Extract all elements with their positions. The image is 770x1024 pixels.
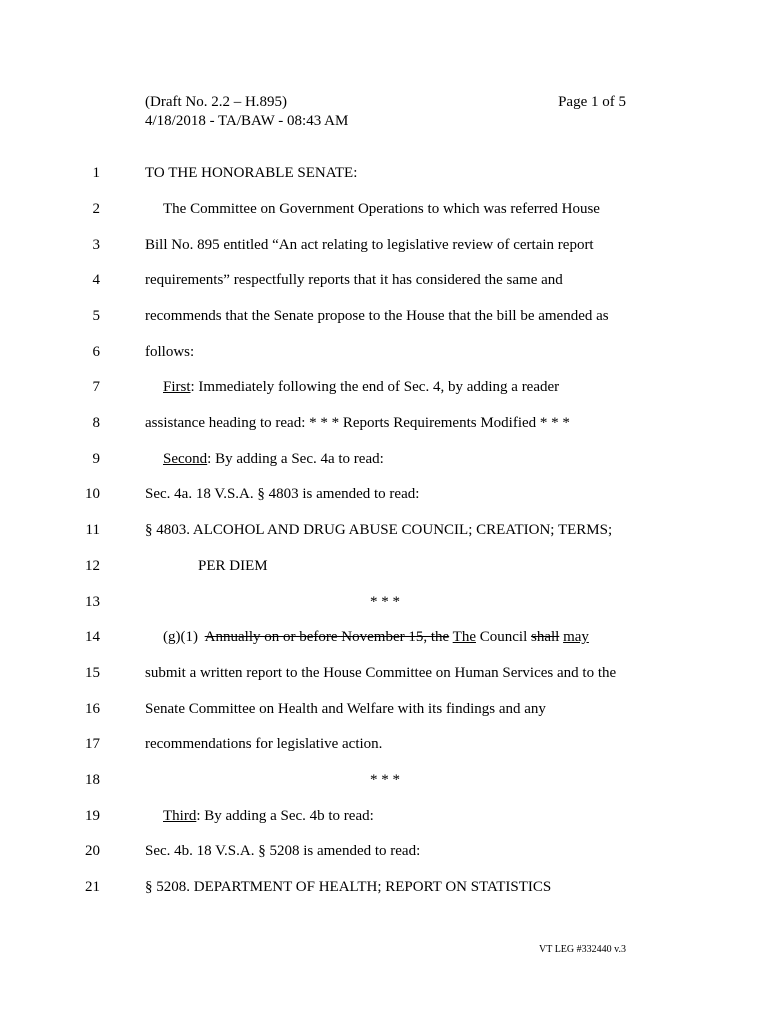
line-text: Sec. 4b. 18 V.S.A. § 5208 is amended to read: bbox=[145, 843, 421, 859]
line bbox=[0, 376, 770, 398]
line-text: requirements” respectfully reports that it has considered the same and bbox=[145, 272, 563, 288]
line-number: 5 bbox=[92, 308, 100, 324]
amendment-label: First bbox=[163, 379, 191, 395]
line bbox=[0, 698, 770, 720]
line-text: recommendations for legislative action. bbox=[145, 736, 383, 752]
deleted-text: Annually on or before November 15, the bbox=[204, 629, 450, 645]
line-text-rest: : By adding a Sec. 4b to read: bbox=[196, 808, 374, 824]
line bbox=[0, 519, 770, 541]
line-text: assistance heading to read: * * * Reports Requirements Modified * * * bbox=[145, 415, 570, 431]
draft-date: 4/18/2018 - TA/BAW - 08:43 AM bbox=[145, 113, 349, 129]
line bbox=[0, 876, 770, 898]
line bbox=[0, 341, 770, 363]
line-text bbox=[163, 805, 374, 827]
amendment-label: Second bbox=[163, 451, 208, 467]
line-number: 9 bbox=[92, 451, 100, 467]
line-number: 7 bbox=[92, 379, 100, 395]
section-break: * * * bbox=[370, 772, 400, 788]
line bbox=[0, 662, 770, 684]
page-number: Page 1 of 5 bbox=[558, 94, 626, 110]
line-number: 17 bbox=[85, 736, 100, 752]
line bbox=[0, 626, 770, 648]
deleted-text: shall bbox=[530, 629, 560, 645]
line-text: Senate Committee on Health and Welfare with its findings and any bbox=[145, 701, 546, 717]
line-number: 11 bbox=[85, 522, 100, 538]
line-text: PER DIEM bbox=[198, 558, 268, 574]
line-number: 13 bbox=[85, 594, 100, 610]
line bbox=[0, 162, 770, 184]
line-text: § 4803. ALCOHOL AND DRUG ABUSE COUNCIL; CREATION; TERMS; bbox=[145, 522, 613, 538]
line-number: 10 bbox=[85, 486, 100, 502]
line bbox=[0, 269, 770, 291]
inserted-text: The bbox=[452, 629, 476, 645]
line-number: 4 bbox=[92, 272, 100, 288]
line-text bbox=[163, 448, 384, 470]
line-number: 1 bbox=[92, 165, 100, 181]
line bbox=[0, 769, 770, 791]
line-number: 19 bbox=[85, 808, 100, 824]
line-text bbox=[163, 626, 589, 648]
section-break: * * * bbox=[370, 594, 400, 610]
line-text-mid: Council bbox=[475, 629, 531, 645]
line-text: submit a written report to the House Committee on Human Services and to the bbox=[145, 665, 617, 681]
line bbox=[0, 733, 770, 755]
line bbox=[0, 412, 770, 434]
line-text: recommends that the Senate propose to the House that the bill be amended as bbox=[145, 308, 609, 324]
line-text: Bill No. 895 entitled “An act relating to legislative review of certain report bbox=[145, 237, 594, 253]
line-number: 8 bbox=[92, 415, 100, 431]
line-text: TO THE HONORABLE SENATE: bbox=[145, 165, 358, 181]
line bbox=[0, 483, 770, 505]
line-number: 16 bbox=[85, 701, 100, 717]
line-number: 2 bbox=[92, 201, 100, 217]
line bbox=[0, 234, 770, 256]
line-text: Sec. 4a. 18 V.S.A. § 4803 is amended to read: bbox=[145, 486, 420, 502]
line-number: 6 bbox=[92, 344, 100, 360]
subsection-ref: (g)(1) bbox=[163, 629, 205, 645]
line-number: 21 bbox=[85, 879, 100, 895]
line-number: 12 bbox=[85, 558, 100, 574]
document-id-footer: VT LEG #332440 v.3 bbox=[539, 944, 626, 955]
line-text: § 5208. DEPARTMENT OF HEALTH; REPORT ON STATISTICS bbox=[145, 879, 552, 895]
line bbox=[0, 305, 770, 327]
amendment-label: Third bbox=[163, 808, 197, 824]
draft-number: (Draft No. 2.2 – H.895) bbox=[145, 94, 288, 110]
line-number: 20 bbox=[85, 843, 100, 859]
line bbox=[0, 555, 770, 577]
line-text bbox=[163, 376, 559, 398]
line bbox=[0, 840, 770, 862]
line-text-rest: : By adding a Sec. 4a to read: bbox=[207, 451, 384, 467]
line bbox=[0, 591, 770, 613]
line-text: The Committee on Government Operations to which was referred House bbox=[163, 201, 600, 217]
line-number: 14 bbox=[85, 629, 100, 645]
line bbox=[0, 805, 770, 827]
line bbox=[0, 448, 770, 470]
line-number: 18 bbox=[85, 772, 100, 788]
inserted-text: may bbox=[563, 629, 589, 645]
line-text: follows: bbox=[145, 344, 195, 360]
line-text-rest: : Immediately following the end of Sec. 4, by adding a reader bbox=[190, 379, 560, 395]
line bbox=[0, 198, 770, 220]
line-number: 15 bbox=[85, 665, 100, 681]
line-number: 3 bbox=[92, 237, 100, 253]
